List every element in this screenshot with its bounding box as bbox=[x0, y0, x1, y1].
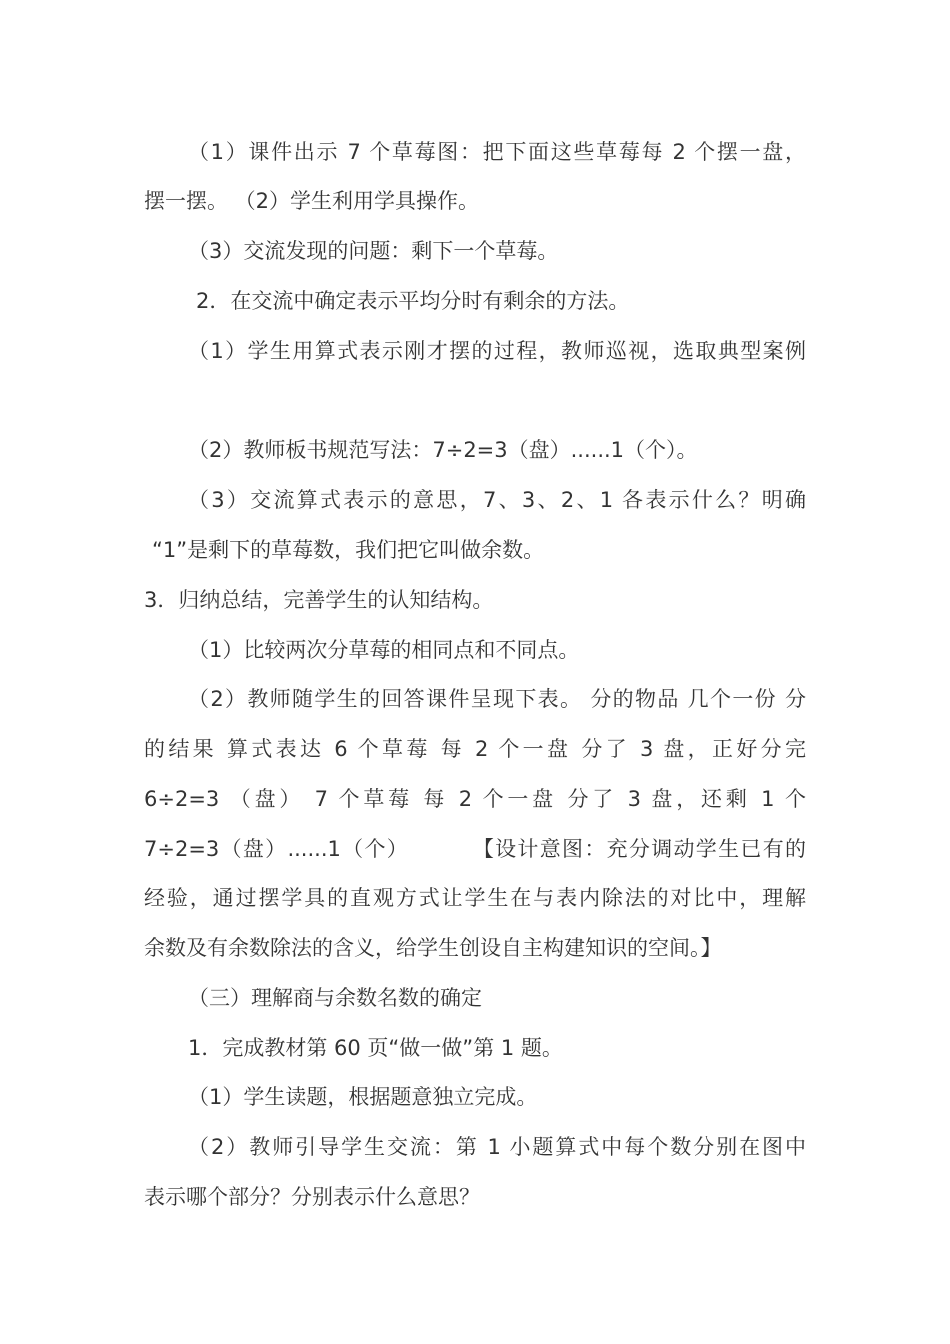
text-line-16: 余数及有余数除法的含义，给学生创设自主构建知识的空间。】 bbox=[144, 936, 722, 960]
text-line-4: 2．在交流中确定表示平均分时有剩余的方法。 bbox=[196, 289, 630, 313]
text-line-17: （三）理解商与余数名数的确定 bbox=[188, 986, 482, 1010]
text-line-15: 经验，通过摆学具的直观方式让学生在与表内除法的对比中，理解 bbox=[144, 886, 806, 910]
text-line-9: 3．归纳总结，完善学生的认知结构。 bbox=[144, 588, 494, 612]
text-line-12: 的结果 算式表达 6 个草莓 每 2 个一盘 分了 3 盘，正好分完 bbox=[144, 737, 806, 761]
text-line-8: “1”是剩下的草莓数，我们把它叫做余数。 bbox=[152, 538, 545, 562]
text-line-3: （3）交流发现的问题：剩下一个草莓。 bbox=[188, 239, 559, 263]
text-line-11: （2）教师随学生的回答课件呈现下表。 分的物品 几个一份 分 bbox=[188, 687, 806, 711]
text-line-7: （3）交流算式表示的意思，7、3、2、1 各表示什么？明确 bbox=[188, 488, 806, 512]
text-line-18: 1．完成教材第 60 页“做一做”第 1 题。 bbox=[188, 1036, 563, 1060]
text-line-6: （2）教师板书规范写法：7÷2=3（盘）......1（个）。 bbox=[188, 438, 698, 462]
text-line-5: （1）学生用算式表示刚才摆的过程，教师巡视，选取典型案例 bbox=[188, 339, 806, 363]
text-line-21: 表示哪个部分？分别表示什么意思？ bbox=[144, 1185, 480, 1209]
text-line-14: 7÷2=3（盘）......1（个） 【设计意图：充分调动学生已有的 bbox=[144, 837, 806, 861]
text-line-1: （1）课件出示 7 个草莓图：把下面这些草莓每 2 个摆一盘， bbox=[188, 140, 806, 164]
text-line-10: （1）比较两次分草莓的相同点和不同点。 bbox=[188, 638, 580, 662]
text-line-13: 6÷2=3 （盘） 7 个草莓 每 2 个一盘 分了 3 盘，还剩 1 个 bbox=[144, 787, 806, 811]
text-line-2: 摆一摆。 （2）学生利用学具操作。 bbox=[144, 189, 480, 213]
text-line-20: （2）教师引导学生交流：第 1 小题算式中每个数分别在图中 bbox=[188, 1135, 806, 1159]
text-line-19: （1）学生读题，根据题意独立完成。 bbox=[188, 1085, 538, 1109]
